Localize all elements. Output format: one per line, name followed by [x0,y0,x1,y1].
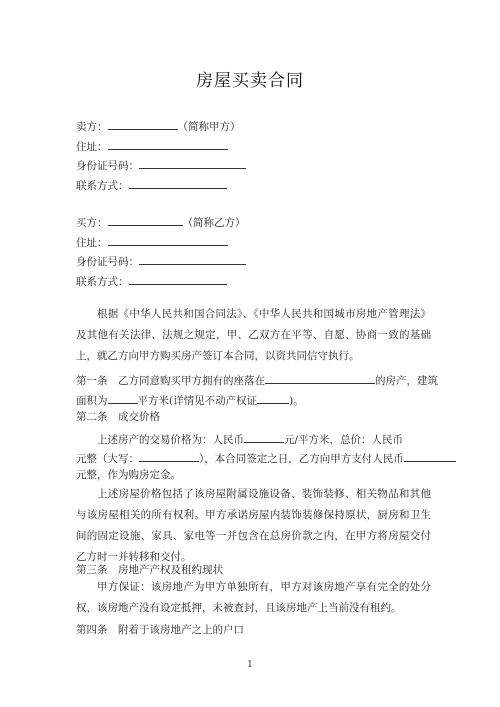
article2-p1-line2 [76,450,456,466]
article2-p1-line3: 元整，作为购房定金。 [76,469,181,481]
seller-address-line [76,138,228,154]
article2-p1-line1 [97,431,403,447]
article2-paragraph2: 上述房屋价格包括了该房屋附属设施设备、装饰装修、相关物品和其他与该房屋相关的所有权利。甲方承诺房屋内装饰装修保持原状，厨房和卫生间的固定设施、家具、家电等一并包含在总房价款之内，在甲方将房屋交付乙方时一并转移和交付。 [76,488,431,563]
seller-blank [108,118,178,130]
buyer-address-blank [108,234,228,246]
article4-heading: 第四条 附着于该房地产之上的户口 [76,624,244,636]
article1-line1 [76,372,438,388]
buyer-id-blank [139,253,246,265]
seller-line [76,118,241,134]
article2-text-d: ），本合同签定之日，乙方向甲方支付人民币 [199,453,404,465]
seller-id-blank [139,157,246,169]
article3-paragraph: 甲方保证：该房地产为甲方单独所有，甲方对该房地产享有完全的处分权，该房地产没有设定抵押，未被查封，且该房地产上当前没有租约。 [76,581,431,614]
article2-heading: 第二条 成交价格 [76,411,160,423]
buyer-id-line [76,253,246,269]
article2-unit-price-blank [244,431,284,443]
buyer-line [76,214,246,230]
seller-label: 卖方： [76,121,108,133]
article1-text-a: 第一条 乙方同意购买甲方拥有的座落在 [76,375,265,387]
buyer-contact-line [76,273,227,289]
article1-cert-blank [257,392,289,404]
seller-id-line [76,157,246,173]
article1-text-d: 平方米(详情见不动产权证 [137,395,258,407]
buyer-note: （简称乙方） [182,217,246,229]
article2-text-c: 元整（大写： [76,453,139,465]
article2-text-b: 元/平方米，总价：人民币 [284,434,404,446]
article1-text-c: 面积为 [76,395,108,407]
article3-heading: 第三条 房地产产权及租约现状 [76,564,223,576]
buyer-label: 买方： [76,217,108,229]
seller-address-blank [108,138,228,150]
document-title: 房屋买卖合同 [196,71,304,91]
buyer-address-label: 住址： [76,237,108,249]
article2-capital-blank [139,450,199,462]
seller-contact-blank [129,177,227,189]
seller-id-label: 身份证号码： [76,160,139,172]
article1-text-e: )。 [289,395,304,407]
buyer-id-label: 身份证号码： [76,256,139,268]
buyer-contact-blank [129,273,227,285]
buyer-blank [108,214,183,226]
seller-address-label: 住址： [76,141,108,153]
article1-location-blank [265,372,375,384]
article2-text-a: 上述房产的交易价格为：人民币 [97,434,244,446]
seller-note: （简称甲方） [177,121,241,133]
preamble-paragraph: 根据《中华人民共和国合同法》、《中华人民共和国城市房地产管理法》及其他有关法律、法规之规定，甲、乙双方在平等、自愿、协商一致的基础上，就乙方向甲方购买房产签订本合同，以资共同信守执行。 [76,308,431,362]
article1-area-blank [108,392,138,404]
article1-line2 [76,392,304,408]
buyer-address-line [76,234,228,250]
seller-contact-label: 联系方式： [76,180,129,192]
page-number: 1 [247,660,253,670]
buyer-contact-label: 联系方式： [76,276,129,288]
seller-contact-line [76,177,227,193]
article2-deposit-blank [404,450,456,462]
article1-text-b: 的房产，建筑 [375,375,438,387]
